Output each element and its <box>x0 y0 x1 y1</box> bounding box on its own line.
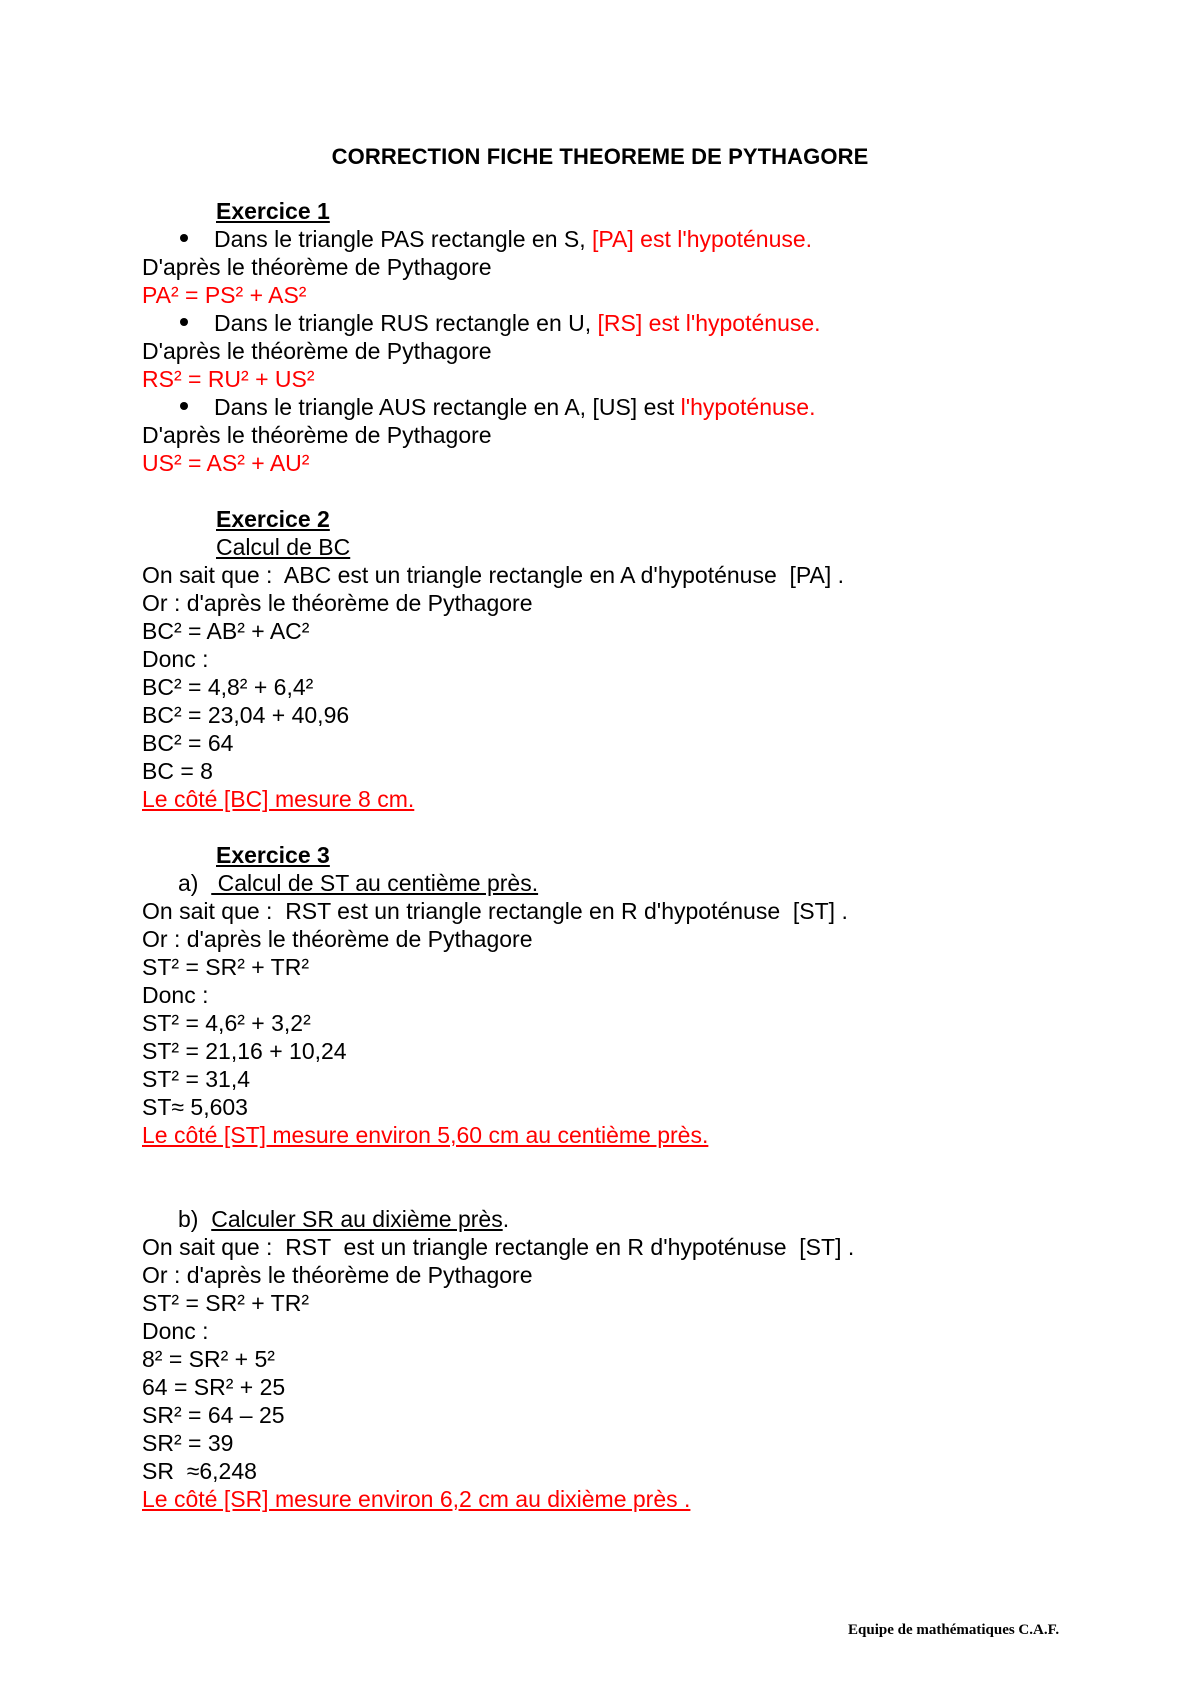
text-line: SR² = 39 <box>142 1430 234 1456</box>
spacer <box>142 813 1102 841</box>
sub-letter: a) <box>178 870 199 896</box>
exercise-2-heading <box>142 505 1102 533</box>
sub-letter: b) <box>178 1206 199 1232</box>
formula-line: PA² = PS² + AS² <box>142 282 307 308</box>
subheading-text: Calculer SR au dixième près <box>211 1206 503 1232</box>
bullet-text: Dans le triangle AUS rectangle en A, [US] est <box>214 394 681 420</box>
bullet-item <box>142 309 1102 337</box>
text-line: D'après le théorème de Pythagore <box>142 422 492 448</box>
bullet-icon <box>180 234 188 242</box>
bullet-text-highlight: l'hypoténuse. <box>680 394 816 420</box>
exercise-heading: Exercice 1 <box>216 198 330 224</box>
bullet-text-highlight: [PA] est l'hypoténuse. <box>592 226 813 252</box>
bullet-item <box>142 225 1102 253</box>
bullet-text-highlight: [RS] est l'hypoténuse. <box>597 310 821 336</box>
text-line: BC² = 23,04 + 40,96 <box>142 702 350 728</box>
spacer <box>142 477 1102 505</box>
conclusion-line <box>142 785 1102 813</box>
spacer <box>142 1149 1102 1205</box>
text-line: Donc : <box>142 1318 209 1344</box>
text-line: BC² = 64 <box>142 730 234 756</box>
page-title: CORRECTION FICHE THEOREME DE PYTHAGORE <box>331 144 869 169</box>
text-line: D'après le théorème de Pythagore <box>142 338 492 364</box>
text-line: ST² = 31,4 <box>142 1066 251 1092</box>
bullet-icon <box>180 402 188 410</box>
formula-line: US² = AS² + AU² <box>142 450 310 476</box>
conclusion-text: Le côté [SR] mesure environ 6,2 cm au dixième près . <box>142 1486 691 1512</box>
exercise-heading: Exercice 3 <box>216 842 330 868</box>
text-line: Or : d'après le théorème de Pythagore <box>142 590 533 616</box>
text-line: 8² = SR² + 5² <box>142 1346 275 1372</box>
conclusion-text: Le côté [ST] mesure environ 5,60 cm au centième près. <box>142 1122 709 1148</box>
text-line: Donc : <box>142 646 209 672</box>
text-line: SR ≈6,248 <box>142 1458 257 1484</box>
text-line: Or : d'après le théorème de Pythagore <box>142 1262 533 1288</box>
exercise-2-subheading <box>142 533 1102 561</box>
text-line: On sait que : RST est un triangle rectangle en R d'hypoténuse [ST] . <box>142 1234 855 1260</box>
bullet-item <box>142 393 1102 421</box>
exercise-3b-subheading <box>142 1205 1102 1233</box>
text-line: BC² = AB² + AC² <box>142 618 310 644</box>
text-line: Or : d'après le théorème de Pythagore <box>142 926 533 952</box>
text-line: 64 = SR² + 25 <box>142 1374 286 1400</box>
bullet-icon <box>180 318 188 326</box>
formula-line: RS² = RU² + US² <box>142 366 315 392</box>
text-line: ST² = SR² + TR² <box>142 1290 309 1316</box>
text-line: ST² = SR² + TR² <box>142 954 309 980</box>
conclusion-line <box>142 1121 1102 1149</box>
subheading-text: Calcul de ST au centième près. <box>211 870 539 896</box>
exercise-1-heading <box>142 197 1102 225</box>
exercise-3a-subheading <box>142 869 1102 897</box>
text-line: D'après le théorème de Pythagore <box>142 254 492 280</box>
text-line: ST² = 21,16 + 10,24 <box>142 1038 347 1064</box>
subheading-text: Calcul de BC <box>216 534 351 560</box>
text-line: BC = 8 <box>142 758 213 784</box>
exercise-3-heading <box>142 841 1102 869</box>
text-line: ST≈ 5,603 <box>142 1094 248 1120</box>
text-line: SR² = 64 – 25 <box>142 1402 285 1428</box>
bullet-text: Dans le triangle PAS rectangle en S, <box>214 226 593 252</box>
document-body <box>142 197 1102 1513</box>
text-line: Donc : <box>142 982 209 1008</box>
conclusion-text: Le côté [BC] mesure 8 cm. <box>142 786 415 812</box>
bullet-text: Dans le triangle RUS rectangle en U, <box>214 310 598 336</box>
subheading-end: . <box>502 1206 510 1232</box>
conclusion-line <box>142 1485 1102 1513</box>
text-line: On sait que : RST est un triangle rectangle en R d'hypoténuse [ST] . <box>142 898 848 924</box>
text-line: BC² = 4,8² + 6,4² <box>142 674 314 700</box>
text-line: ST² = 4,6² + 3,2² <box>142 1010 311 1036</box>
exercise-heading: Exercice 2 <box>216 506 330 532</box>
text-line: On sait que : ABC est un triangle rectangle en A d'hypoténuse [PA] . <box>142 562 845 588</box>
page-footer: Equipe de mathématiques C.A.F. <box>848 1622 1060 1638</box>
